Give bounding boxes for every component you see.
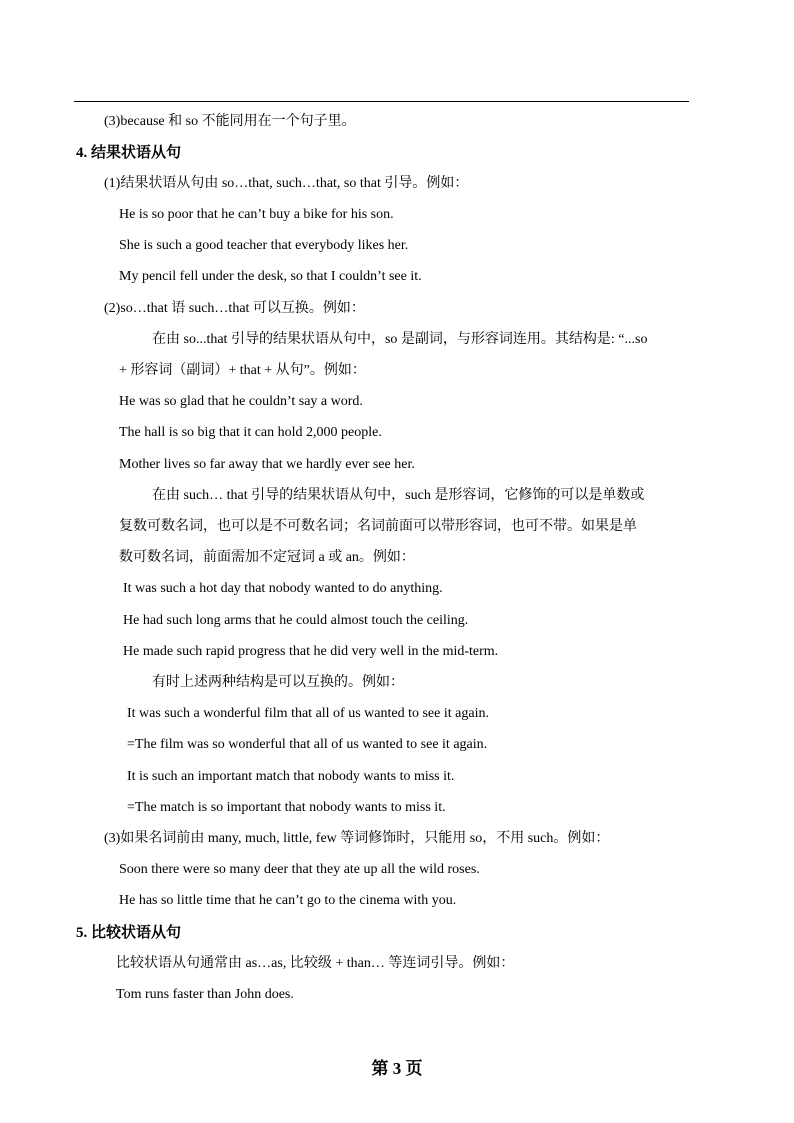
example-sentence: It was such a hot day that nobody wanted to do anything. xyxy=(123,581,443,596)
subpoint-line: (3)如果名词前由 many, much, little, few 等词修饰时，只能用 so，不用 such。例如： xyxy=(104,831,610,846)
paragraph-line: 数可数名词，前面需加不定冠词 a 或 an。例如： xyxy=(119,550,415,565)
example-sentence: It is such an important match that nobody wants to miss it. xyxy=(127,769,455,784)
example-sentence: He was so glad that he couldn’t say a word. xyxy=(119,394,363,409)
section-heading: 5. 比较状语从句 xyxy=(76,925,182,941)
example-sentence: =The film was so wonderful that all of us wanted to see it again. xyxy=(127,737,488,752)
note-line: (3)because 和 so 不能同用在一个句子里。 xyxy=(104,114,356,129)
page-number: 第 3 页 xyxy=(371,1059,423,1078)
subpoint-line: (2)so…that 语 such…that 可以互换。例如： xyxy=(104,301,365,316)
section-heading: 4. 结果状语从句 xyxy=(76,145,182,161)
paragraph-line: 有时上述两种结构是可以互换的。例如： xyxy=(152,675,404,690)
paragraph-line: 复数可数名词，也可以是不可数名词；名词前面可以带形容词，也可不带。如果是单 xyxy=(119,519,637,534)
paragraph-line: 在由 so...that 引导的结果状语从句中，so 是副词，与形容词连用。其结构是: “...so xyxy=(152,332,648,347)
paragraph-line: + 形容词（副词）+ that + 从句”。例如： xyxy=(119,363,366,378)
paragraph-line: 在由 such… that 引导的结果状语从句中，such 是形容词，它修饰的可以是单数或 xyxy=(152,488,645,503)
paragraph-line: 比较状语从句通常由 as…as, 比较级 + than… 等连词引导。例如： xyxy=(116,956,515,971)
example-sentence: He made such rapid progress that he did very well in the mid-term. xyxy=(123,644,499,659)
example-sentence: My pencil fell under the desk, so that I couldn’t see it. xyxy=(119,269,422,284)
header-rule xyxy=(74,101,689,102)
example-sentence: Mother lives so far away that we hardly ever see her. xyxy=(119,457,415,472)
example-sentence: =The match is so important that nobody wants to miss it. xyxy=(127,800,446,815)
example-sentence: It was such a wonderful film that all of us wanted to see it again. xyxy=(127,706,489,721)
example-sentence: He has so little time that he can’t go to the cinema with you. xyxy=(119,893,457,908)
example-sentence: Soon there were so many deer that they ate up all the wild roses. xyxy=(119,862,480,877)
example-sentence: Tom runs faster than John does. xyxy=(116,987,294,1002)
subpoint-line: (1)结果状语从句由 so…that, such…that, so that 引导。例如： xyxy=(104,176,469,191)
example-sentence: The hall is so big that it can hold 2,000 people. xyxy=(119,425,382,440)
example-sentence: He is so poor that he can’t buy a bike for his son. xyxy=(119,207,394,222)
example-sentence: She is such a good teacher that everybody likes her. xyxy=(119,238,409,253)
example-sentence: He had such long arms that he could almost touch the ceiling. xyxy=(123,613,469,628)
